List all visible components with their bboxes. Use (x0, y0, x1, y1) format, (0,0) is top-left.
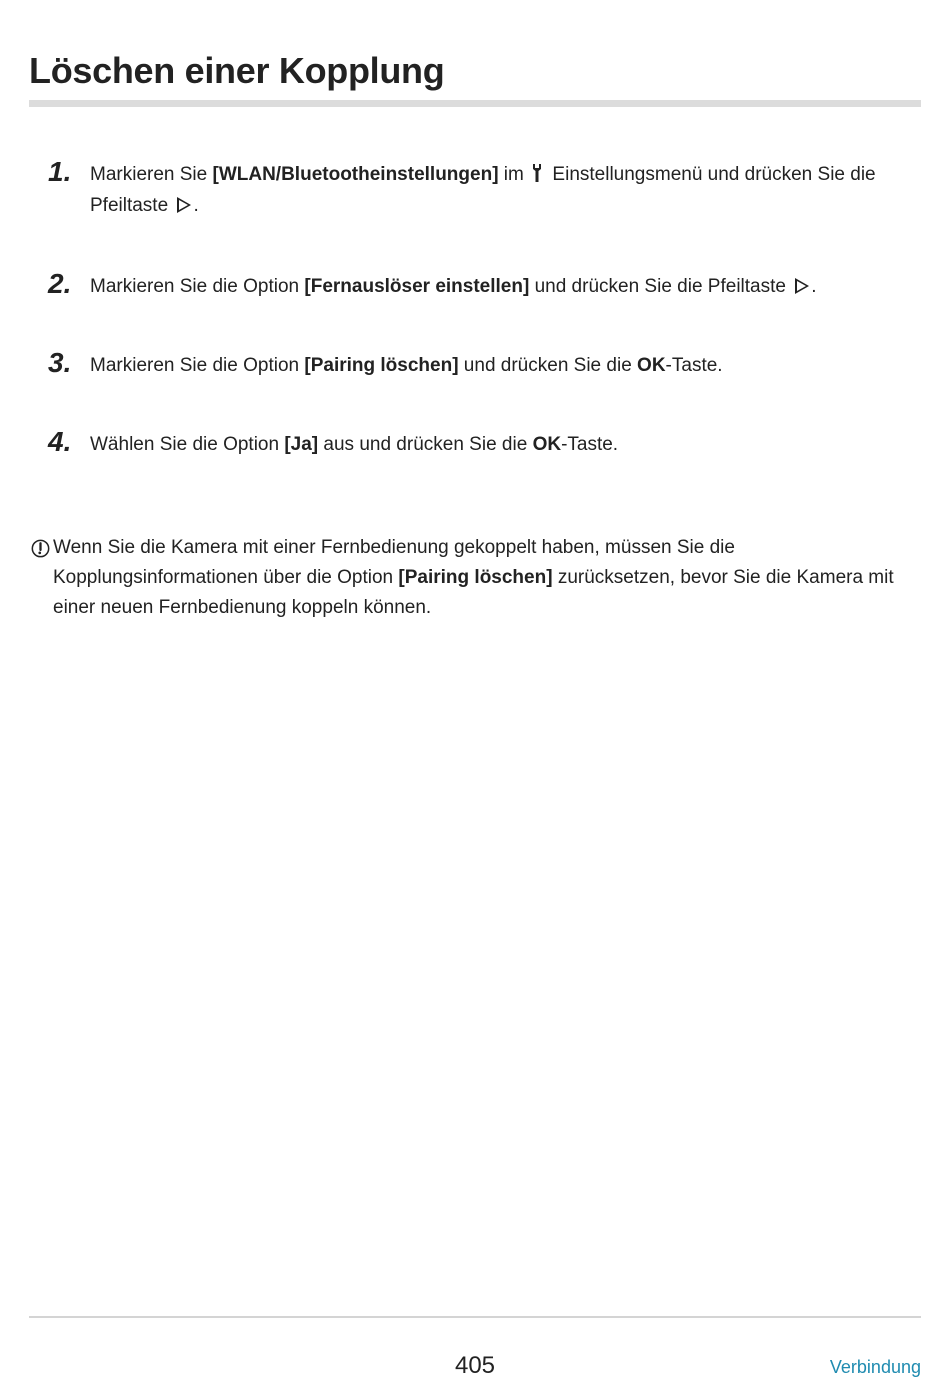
arrow-right-icon (177, 197, 191, 213)
title-underline (29, 100, 921, 107)
step-text: Markieren Sie die Option [Pairing löschen] und drücken Sie die OK-Taste. (90, 355, 723, 376)
page-title: Löschen einer Kopplung (29, 50, 445, 91)
step-number: 3. (48, 347, 72, 378)
footer-divider (29, 1316, 921, 1318)
caution-icon (31, 539, 50, 558)
step-text: Wählen Sie die Option [Ja] aus und drücken Sie die OK-Taste. (90, 434, 619, 455)
wrench-setup-icon (531, 163, 543, 183)
step-text: Markieren Sie [WLAN/Bluetootheinstellungen] im Einstellungsmenü und drücken Sie die Pfeiltaste . (90, 164, 876, 216)
arrow-right-icon (795, 278, 809, 294)
note-text: Wenn Sie die Kamera mit einer Fernbedienung gekoppelt haben, müssen Sie die Kopplungsinformationen über die Option [Pairing löschen] zurücksetzen, bevor Sie die Kamera mit einer neuen Fernbedienung koppeln können. (53, 537, 894, 618)
section-link-verbindung[interactable]: Verbindung (829, 1357, 921, 1377)
step-number: 2. (48, 268, 72, 299)
page-number: 405 (454, 1352, 496, 1379)
step-text: Markieren Sie die Option [Fernauslöser einstellen] und drücken Sie die Pfeiltaste . (90, 276, 817, 297)
step-number: 4. (48, 426, 72, 457)
step-number: 1. (48, 156, 72, 187)
